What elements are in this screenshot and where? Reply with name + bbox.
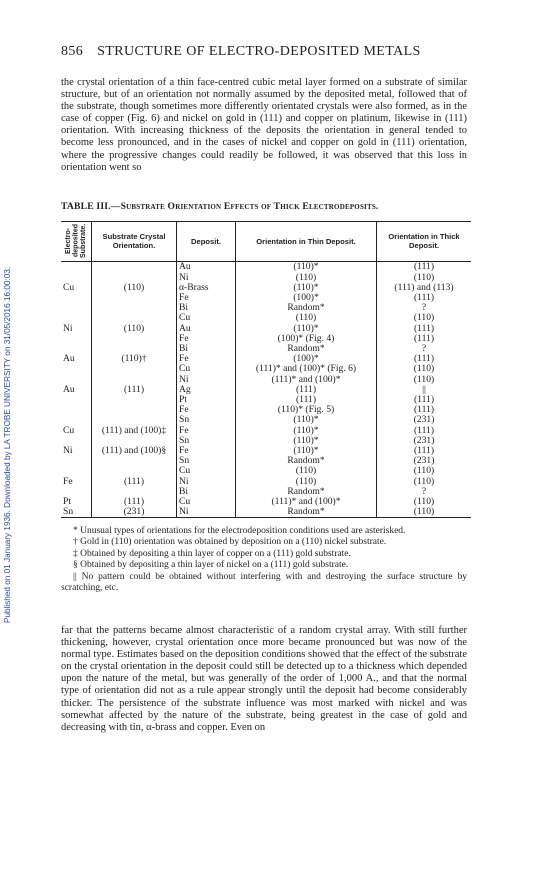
table-row <box>61 303 471 313</box>
cell-deposit: Sn <box>177 456 236 466</box>
cell-thick: (110) <box>413 312 435 324</box>
cell-substrate: Au <box>61 385 92 395</box>
body-paragraph-2: far that the patterns became almost characteristic of a random crystal array. With still further thickening, however, crystal orientation once more became pronounced but was now of the normal type. Estimates based on the deposition conditions showed that the effect of the substrate on the crystal orientation in the deposit could still be detected up to a thickness which depended upon the nature of the metal, but was generally of the order of 1,000 A., and that the normal type of orientation did not as a rule appear strongly until the deposit had become considerably thicker. The persistence of the substrate influence was most marked with nickel and was somewhat affected by the nature of the substrate, being greatest in the case of gold and decreasing with tin, α-brass and copper. Even on <box>61 625 468 733</box>
cell-orientation <box>92 303 177 313</box>
col-header-thick: Orientation in Thick Deposit. <box>377 222 472 262</box>
cell-thin: (110)* <box>236 283 377 293</box>
cell-substrate: Ni <box>61 324 92 334</box>
table-header-row <box>61 222 471 262</box>
cell-orientation: (111) <box>92 477 177 487</box>
footnote: ‡ Obtained by depositing a thin layer of copper on a (111) gold substrate. <box>73 548 351 559</box>
cell-thin: (100)* <box>236 293 377 303</box>
table-row <box>61 283 471 293</box>
cell-substrate: Sn <box>61 507 92 518</box>
cell-orientation <box>92 293 177 303</box>
cell-orientation: (110) <box>92 324 177 334</box>
page-number: 856 <box>61 44 84 59</box>
table-row <box>61 364 471 374</box>
download-watermark: Published on 01 January 1936. Downloaded by LA TROBE UNIVERSITY on 31/05/2016 16:00:03. <box>3 266 12 624</box>
cell-thin: Random* <box>236 487 377 497</box>
table-caption <box>61 201 379 212</box>
cell-thick: (110) <box>413 363 435 375</box>
running-title: STRUCTURE OF ELECTRO-DEPOSITED METALS <box>97 44 421 59</box>
cell-thin: (110)* <box>236 415 377 425</box>
cell-thin: (111)* and (100)* (Fig. 6) <box>236 364 377 374</box>
footnote: † Gold in (110) orientation was obtained by deposition on a (110) nickel substrate. <box>73 537 387 548</box>
cell-orientation: (111) <box>92 385 177 395</box>
cell-orientation <box>92 334 177 344</box>
table-row <box>61 456 471 466</box>
table-row <box>61 395 471 405</box>
cell-deposit: Bi <box>177 303 236 313</box>
cell-orientation <box>92 405 177 415</box>
table-row <box>61 446 471 456</box>
table-row <box>61 375 471 385</box>
cell-thick: (110) <box>377 507 472 518</box>
cell-deposit: Bi <box>177 487 236 497</box>
cell-substrate: Au <box>61 354 92 364</box>
cell-thick: (110) <box>413 271 435 283</box>
cell-thick: ? <box>421 343 427 355</box>
cell-substrate: Cu <box>61 283 92 293</box>
cell-thin: (100)* (Fig. 4) <box>236 334 377 344</box>
cell-orientation <box>92 456 177 466</box>
cell-deposit: Cu <box>177 466 236 476</box>
cell-orientation <box>92 262 177 273</box>
cell-deposit: Fe <box>177 334 236 344</box>
cell-thin: (100)* <box>236 354 377 364</box>
cell-substrate <box>61 334 92 344</box>
cell-thick: (111) <box>413 292 435 304</box>
cell-thick: (111) <box>413 332 435 344</box>
cell-thin: (110)* <box>236 324 377 334</box>
cell-thick: (110) <box>413 496 435 508</box>
cell-thick: (111) <box>413 261 435 273</box>
cell-deposit: Fe <box>177 354 236 364</box>
cell-thick: (110) <box>413 373 435 385</box>
cell-deposit: Cu <box>177 364 236 374</box>
cell-thin: (111)* and (100)* <box>236 497 377 507</box>
page-header <box>61 44 421 60</box>
cell-thin: (110) <box>236 477 377 487</box>
cell-orientation <box>92 395 177 405</box>
cell-thick: ? <box>421 485 427 497</box>
cell-thick: || <box>422 383 426 395</box>
cell-substrate: Cu <box>61 426 92 436</box>
table-row <box>61 313 471 323</box>
cell-thick: (231) <box>413 414 435 426</box>
cell-substrate: Ni <box>61 446 92 456</box>
cell-thick: (111) and (113) <box>394 281 454 293</box>
cell-deposit: Fe <box>177 426 236 436</box>
table-row <box>61 497 471 507</box>
cell-deposit: α-Brass <box>177 283 236 293</box>
cell-deposit: Pt <box>177 395 236 405</box>
table-row <box>61 385 471 395</box>
table-row <box>61 477 471 487</box>
cell-deposit: Fe <box>177 405 236 415</box>
table-row <box>61 334 471 344</box>
cell-orientation: (111) and (100)§ <box>92 446 177 456</box>
cell-deposit: Cu <box>177 313 236 323</box>
cell-deposit: Sn <box>177 415 236 425</box>
cell-thick: (231) <box>413 455 435 467</box>
cell-deposit: Bi <box>177 344 236 354</box>
footnote: * Unusual types of orientations for the electrodeposition conditions used are asterisked. <box>73 526 406 536</box>
cell-thin: Random* <box>236 344 377 354</box>
cell-substrate <box>61 456 92 466</box>
cell-thick: (110) <box>413 475 435 487</box>
cell-substrate: Fe <box>61 477 92 487</box>
cell-deposit: Fe <box>177 293 236 303</box>
cell-orientation <box>92 364 177 374</box>
cell-substrate <box>61 364 92 374</box>
table-row <box>61 262 471 273</box>
cell-substrate <box>61 303 92 313</box>
table-row <box>61 324 471 334</box>
table-row <box>61 405 471 415</box>
cell-thick: (111) <box>413 394 435 406</box>
cell-thick: ? <box>421 302 427 314</box>
cell-substrate: Pt <box>61 497 92 507</box>
cell-substrate <box>61 293 92 303</box>
orientation-table <box>61 221 471 518</box>
cell-thin: (110)* (Fig. 5) <box>236 405 377 415</box>
cell-deposit: Fe <box>177 446 236 456</box>
cell-thin: (110) <box>236 466 377 476</box>
cell-substrate <box>61 395 92 405</box>
cell-deposit: Sn <box>177 436 236 446</box>
cell-orientation: (111) and (100)‡ <box>92 426 177 436</box>
table-label: TABLE III. <box>61 201 111 212</box>
table-row <box>61 507 471 518</box>
table-footnotes <box>61 526 467 594</box>
cell-thin: (111) <box>236 385 377 395</box>
cell-thin: (111) <box>236 395 377 405</box>
cell-thin: (110)* <box>236 446 377 456</box>
cell-substrate <box>61 405 92 415</box>
col-header-thin: Orientation in Thin Deposit. <box>236 222 377 262</box>
table-row <box>61 293 471 303</box>
cell-deposit: Cu <box>177 497 236 507</box>
cell-thin: (110)* <box>236 426 377 436</box>
table-body <box>61 262 471 518</box>
cell-orientation: (110)† <box>92 354 177 364</box>
cell-thick: (111) <box>413 404 435 416</box>
cell-thick: (111) <box>413 353 435 365</box>
cell-orientation: (111) <box>92 497 177 507</box>
cell-thin: (110)* <box>236 436 377 446</box>
cell-deposit: Ni <box>177 375 236 385</box>
cell-orientation: (231) <box>92 507 177 518</box>
cell-thick: (111) <box>413 424 435 436</box>
cell-orientation: (110) <box>92 283 177 293</box>
cell-deposit: Ni <box>177 507 236 518</box>
table-row <box>61 466 471 476</box>
cell-deposit: Ni <box>177 477 236 487</box>
cell-thick: (111) <box>413 322 435 334</box>
table-caption-text: —Substrate Orientation Effects of Thick Electrodeposits. <box>110 201 379 212</box>
cell-thin: Random* <box>236 456 377 466</box>
cell-thin: Random* <box>236 507 377 518</box>
cell-thin: (110) <box>236 313 377 323</box>
cell-thick: (231) <box>413 434 435 446</box>
cell-deposit: Ni <box>177 273 236 283</box>
cell-thick: (110) <box>413 465 435 477</box>
cell-thick: (111) <box>413 445 435 457</box>
cell-thin: (110)* <box>236 262 377 273</box>
cell-deposit: Au <box>177 324 236 334</box>
footnote: § Obtained by depositing a thin layer of nickel on a (111) gold substrate. <box>73 560 349 571</box>
body-paragraph-1: the crystal orientation of a thin face-centred cubic metal layer formed on a substrate of similar structure, but of an orientation not normally assumed by the deposited metal, followed that of the substrate, though sometimes more differently orientated crystals were also formed, as in the case of copper (Fig. 6) and nickel on gold in (111) and copper on platinum, likewise in (111) orientation. With increasing thickness of the deposits the orientation in general tended to become less pronounced, and in the cases of nickel and copper on gold in (111) orientation, where the progressive changes could readily be followed, it was observed that this loss in orientation went so <box>61 77 467 173</box>
col-header-orientation: Substrate Crystal Orientation. <box>92 222 177 262</box>
col-header-substrate: Electro-deposited Substrate. <box>61 222 92 262</box>
cell-thin: (110) <box>236 273 377 283</box>
table-row <box>61 426 471 436</box>
cell-substrate <box>61 262 92 273</box>
col-header-deposit: Deposit. <box>177 222 236 262</box>
table-row <box>61 487 471 497</box>
cell-deposit: Au <box>177 262 236 273</box>
cell-thin: Random* <box>236 303 377 313</box>
cell-thin: (111)* and (100)* <box>236 375 377 385</box>
cell-deposit: Ag <box>177 385 236 395</box>
footnote: || No pattern could be obtained without interfering with and destroying the surface structure by scratching, etc. <box>61 571 467 594</box>
